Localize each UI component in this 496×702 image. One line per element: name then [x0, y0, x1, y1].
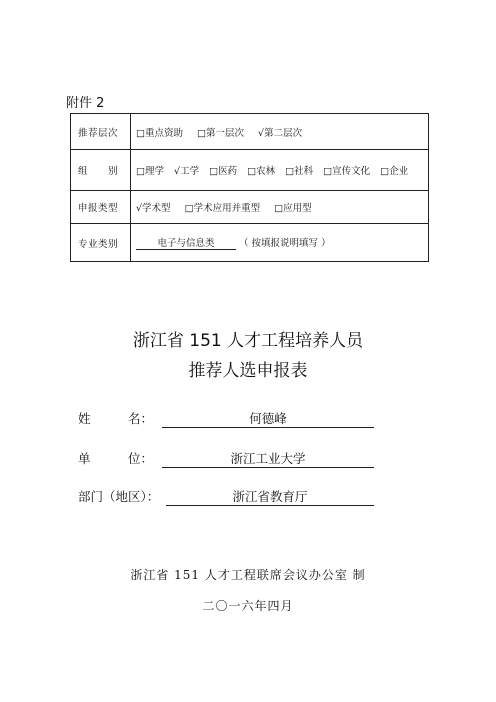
- level-option-2[interactable]: □第一层次: [197, 127, 244, 139]
- name-field[interactable]: 何德峰: [162, 409, 374, 428]
- type-option-2[interactable]: □学术应用并重型: [184, 203, 261, 214]
- group-option-6[interactable]: □宣传文化: [323, 166, 371, 177]
- row-group: [71, 150, 429, 191]
- row-major: [71, 224, 429, 262]
- group-option-3[interactable]: □医药: [209, 166, 238, 177]
- group-label: 组 别: [71, 150, 131, 191]
- level-label: 推荐层次: [71, 114, 131, 150]
- level-option-3[interactable]: √第二层次: [258, 127, 303, 139]
- major-note: （ 按填报说明填写 ）: [239, 238, 331, 249]
- type-option-3[interactable]: □应用型: [274, 203, 312, 214]
- major-cell: [131, 224, 429, 262]
- major-value[interactable]: 电子与信息类: [136, 235, 236, 250]
- page-title: 浙江省 151 人才工程培养人员: [132, 331, 364, 351]
- unit-field[interactable]: 浙江工业大学: [162, 449, 374, 468]
- info-table: [70, 113, 429, 262]
- group-option-7[interactable]: □企业: [380, 166, 409, 177]
- group-option-1[interactable]: □理学: [136, 166, 164, 177]
- level-options: [131, 114, 429, 150]
- group-option-5[interactable]: □社科: [285, 166, 314, 177]
- unit-label: 单 位：: [78, 451, 154, 466]
- row-type: [71, 191, 429, 224]
- footer-issuer: 浙江省 151 人才工程联席会议办公室 制: [130, 568, 366, 582]
- dept-label: 部门（地区）：: [78, 489, 160, 504]
- group-option-2[interactable]: √工学: [174, 166, 200, 177]
- page-subtitle: 推荐人选申报表: [188, 361, 308, 381]
- type-options: [131, 191, 429, 224]
- type-label: 申报类型: [71, 191, 131, 224]
- name-label: 姓 名：: [78, 411, 154, 426]
- group-option-4[interactable]: □农林: [247, 166, 276, 177]
- dept-field[interactable]: 浙江省教育厅: [166, 487, 374, 506]
- row-level: [71, 114, 429, 150]
- major-label: 专业类别: [71, 224, 131, 262]
- type-option-1[interactable]: √学术型: [136, 203, 171, 214]
- attachment-label: 附件 2: [66, 96, 105, 111]
- level-option-1[interactable]: □重点资助: [136, 127, 183, 139]
- footer-date: 二〇一六年四月: [202, 599, 294, 613]
- group-options: [131, 150, 429, 191]
